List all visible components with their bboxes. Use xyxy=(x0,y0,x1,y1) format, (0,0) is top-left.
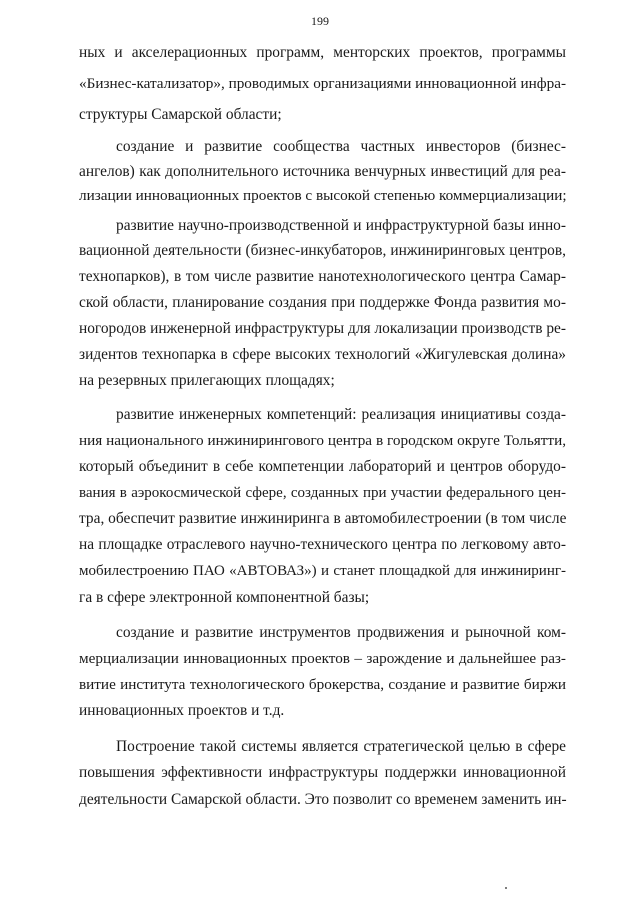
paragraph-5-line-1: создание и развитие инструментов продвижения и рыночной ком- xyxy=(116,624,566,641)
paragraph-2-line-1: создание и развитие сообщества частных инвесторов (бизнес- xyxy=(116,138,566,155)
paragraph-1-line-1: ных и акселерационных программ, менторских проектов, программы xyxy=(79,44,566,61)
paragraph-4-line-3: который объединит в себе компетенции лабораторий и центров оборудо- xyxy=(79,458,566,475)
paragraph-3-line-7: на резервных прилегающих площадях; xyxy=(79,372,335,389)
paragraph-4-line-1: развитие инженерных компетенций: реализация инициативы созда- xyxy=(116,406,566,423)
paragraph-5-line-3: витие института технологического брокерства, создание и развитие биржи xyxy=(79,676,566,693)
paragraph-4-line-7: мобилестроению ПАО «АВТОВАЗ») и станет площадкой для инжиниринг- xyxy=(79,563,566,579)
paragraph-5-line-2: мерциализации инновационных проектов – зарождение и дальнейшее раз- xyxy=(79,650,566,667)
paragraph-2-line-2: ангелов) как дополнительного источника венчурных инвестиций для реа- xyxy=(79,163,566,180)
paragraph-3-line-6: зидентов технопарка в сфере высоких технологий «Жигулевская долина» xyxy=(79,346,566,363)
page-number: 199 xyxy=(311,14,329,28)
paragraph-4-line-2: ния национального инжинирингового центра в городском округе Тольятти, xyxy=(79,432,566,449)
paragraph-3-line-3: технопарков), в том числе развитие нанотехнологического центра Самар- xyxy=(79,268,566,285)
paragraph-3-line-2: вационной деятельности (бизнес-инкубаторов, инжиниринговых центров, xyxy=(79,242,566,259)
paragraph-5-line-4: инновационных проектов и т.д. xyxy=(79,702,285,719)
paragraph-4-line-4: вания в аэрокосмической сфере, созданных при участии федерального цен- xyxy=(79,485,566,501)
paragraph-6-line-3: деятельности Самарской области. Это позволит со временем заменить ин- xyxy=(79,791,567,808)
paragraph-2-line-3: лизации инновационных проектов с высокой степенью коммерциализации; xyxy=(79,187,567,204)
paragraph-3-line-4: ской области, планирование создания при поддержке Фонда развития мо- xyxy=(79,294,566,311)
paragraph-4-line-8: га в сфере электронной компонентной базы; xyxy=(79,589,370,606)
paragraph-4-line-6: на площадке отраслевого научно-технического центра по легковому авто- xyxy=(79,536,566,553)
paragraph-3-line-1: развитие научно-производственной и инфраструктурной базы инно- xyxy=(116,217,566,234)
paragraph-1-line-2: «Бизнес-катализатор», проводимых организациями инновационной инфра- xyxy=(79,75,566,92)
paragraph-4-line-5: тра, обеспечит развитие инжиниринга в автомобилестроении (в том числе xyxy=(79,510,567,527)
paragraph-1-line-3: структуры Самарской области; xyxy=(79,106,282,123)
scan-speck xyxy=(505,887,507,889)
paragraph-6-line-2: повышения эффективности инфраструктуры поддержки инновационной xyxy=(79,764,566,781)
paragraph-6-line-1: Построение такой системы является стратегической целью в сфере xyxy=(116,738,566,755)
paragraph-3-line-5: ногородов инженерной инфраструктуры для локализации производств ре- xyxy=(79,320,566,337)
